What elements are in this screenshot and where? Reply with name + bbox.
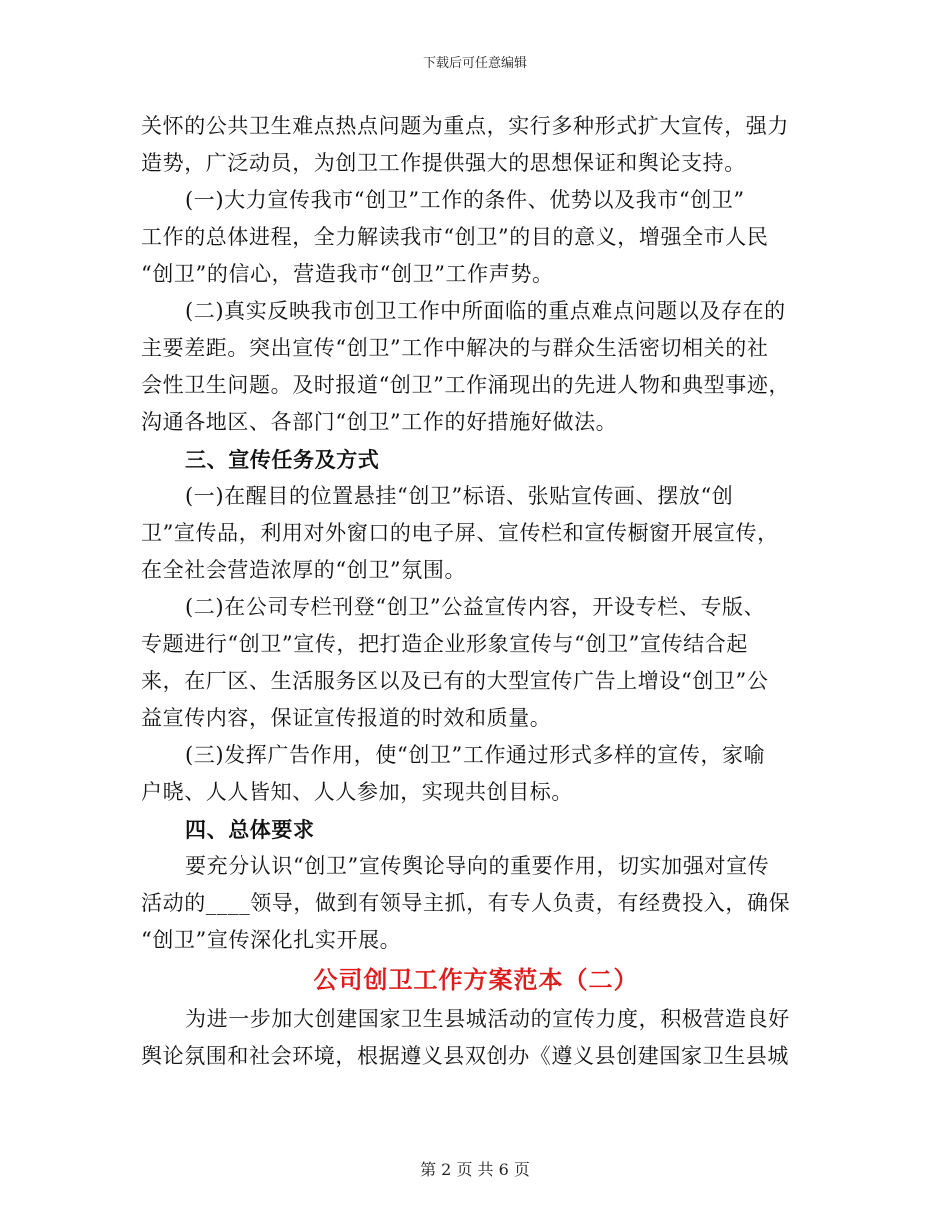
paragraph-continuation [141,108,811,182]
text-line: (一)大力宣传我市“创卫”工作的条件、优势以及我市“创卫” [185,188,745,212]
text-line: 工作的总体进程，全力解读我市“创卫”的目的意义，增强全市人民 [141,225,769,249]
text-line: 为进一步加大创建国家卫生县城活动的宣传力度，积极营造良好 [185,1007,790,1031]
section-title: 公司创卫工作方案范本（二） [313,965,639,994]
text-line: 活动的____领导，做到有领导主抓，有专人负责，有经费投入，确保 [141,891,791,915]
paragraph-task-3 [141,737,811,811]
text-line: 三、宣传任务及方式 [185,447,380,472]
page-footer: 第 2 页 共 6 页 [420,1160,530,1179]
paragraph-intro [141,1001,811,1075]
section-heading-4 [141,811,811,848]
text-line: 造势，广泛动员，为创卫工作提供强大的思想保证和舆论支持。 [141,151,746,175]
text-line: 户晓、人人皆知、人人参加，实现共创目标。 [141,780,573,804]
text-line: 在全社会营造浓厚的“创卫”氛围。 [141,558,467,582]
text-line: 主要差距。突出宣传“创卫”工作中解决的与群众生活密切相关的社 [141,336,769,360]
text-line: 舆论氛围和社会环境，根据遵义县双创办《遵义县创建国家卫生县城 [141,1044,789,1068]
paragraph-item-1 [141,182,811,293]
text-line: 会性卫生问题。及时报道“创卫”工作涌现出的先进人物和典型事迹， [141,373,791,397]
paragraph-requirements [141,848,811,959]
text-line: 沟通各地区、各部门“创卫”工作的好措施好做法。 [141,410,618,434]
text-line: 关怀的公共卫生难点热点问题为重点，实行多种形式扩大宣传，强力 [141,114,789,138]
text-line: (三)发挥广告作用，使“创卫”工作通过形式多样的宣传，家喻 [185,743,766,767]
text-line: “创卫”宣传深化扎实开展。 [141,928,402,952]
text-line: “创卫”的信心，营造我市“创卫”工作声势。 [141,262,554,286]
paragraph-task-2 [141,589,811,737]
paragraph-task-1 [141,478,811,589]
document-body [141,108,811,1075]
text-line: 四、总体要求 [185,817,315,842]
text-line: 专题进行“创卫”宣传，把打造企业形象宣传与“创卫”宣传结合起 [141,632,748,656]
text-line: 来，在厂区、生活服务区以及已有的大型宣传广告上增设“创卫”公 [141,669,769,693]
page-header: 下载后可任意编辑 [422,56,527,71]
text-line: (二)在公司专栏刊登“创卫”公益宣传内容，开设专栏、专版、 [185,595,766,619]
text-line: 卫”宣传品，利用对外窗口的电子屏、宣传栏和宣传橱窗开展宣传， [141,521,779,545]
text-line: (一)在醒目的位置悬挂“创卫”标语、张贴宣传画、摆放“创 [185,484,734,508]
text-line: (二)真实反映我市创卫工作中所面临的重点难点问题以及存在的 [185,299,786,323]
section-heading-3 [141,441,811,478]
text-line: 要充分认识“创卫”宣传舆论导向的重要作用，切实加强对宣传 [185,854,770,878]
text-line: 益宣传内容，保证宣传报道的时效和质量。 [141,706,552,730]
paragraph-item-2 [141,293,811,441]
